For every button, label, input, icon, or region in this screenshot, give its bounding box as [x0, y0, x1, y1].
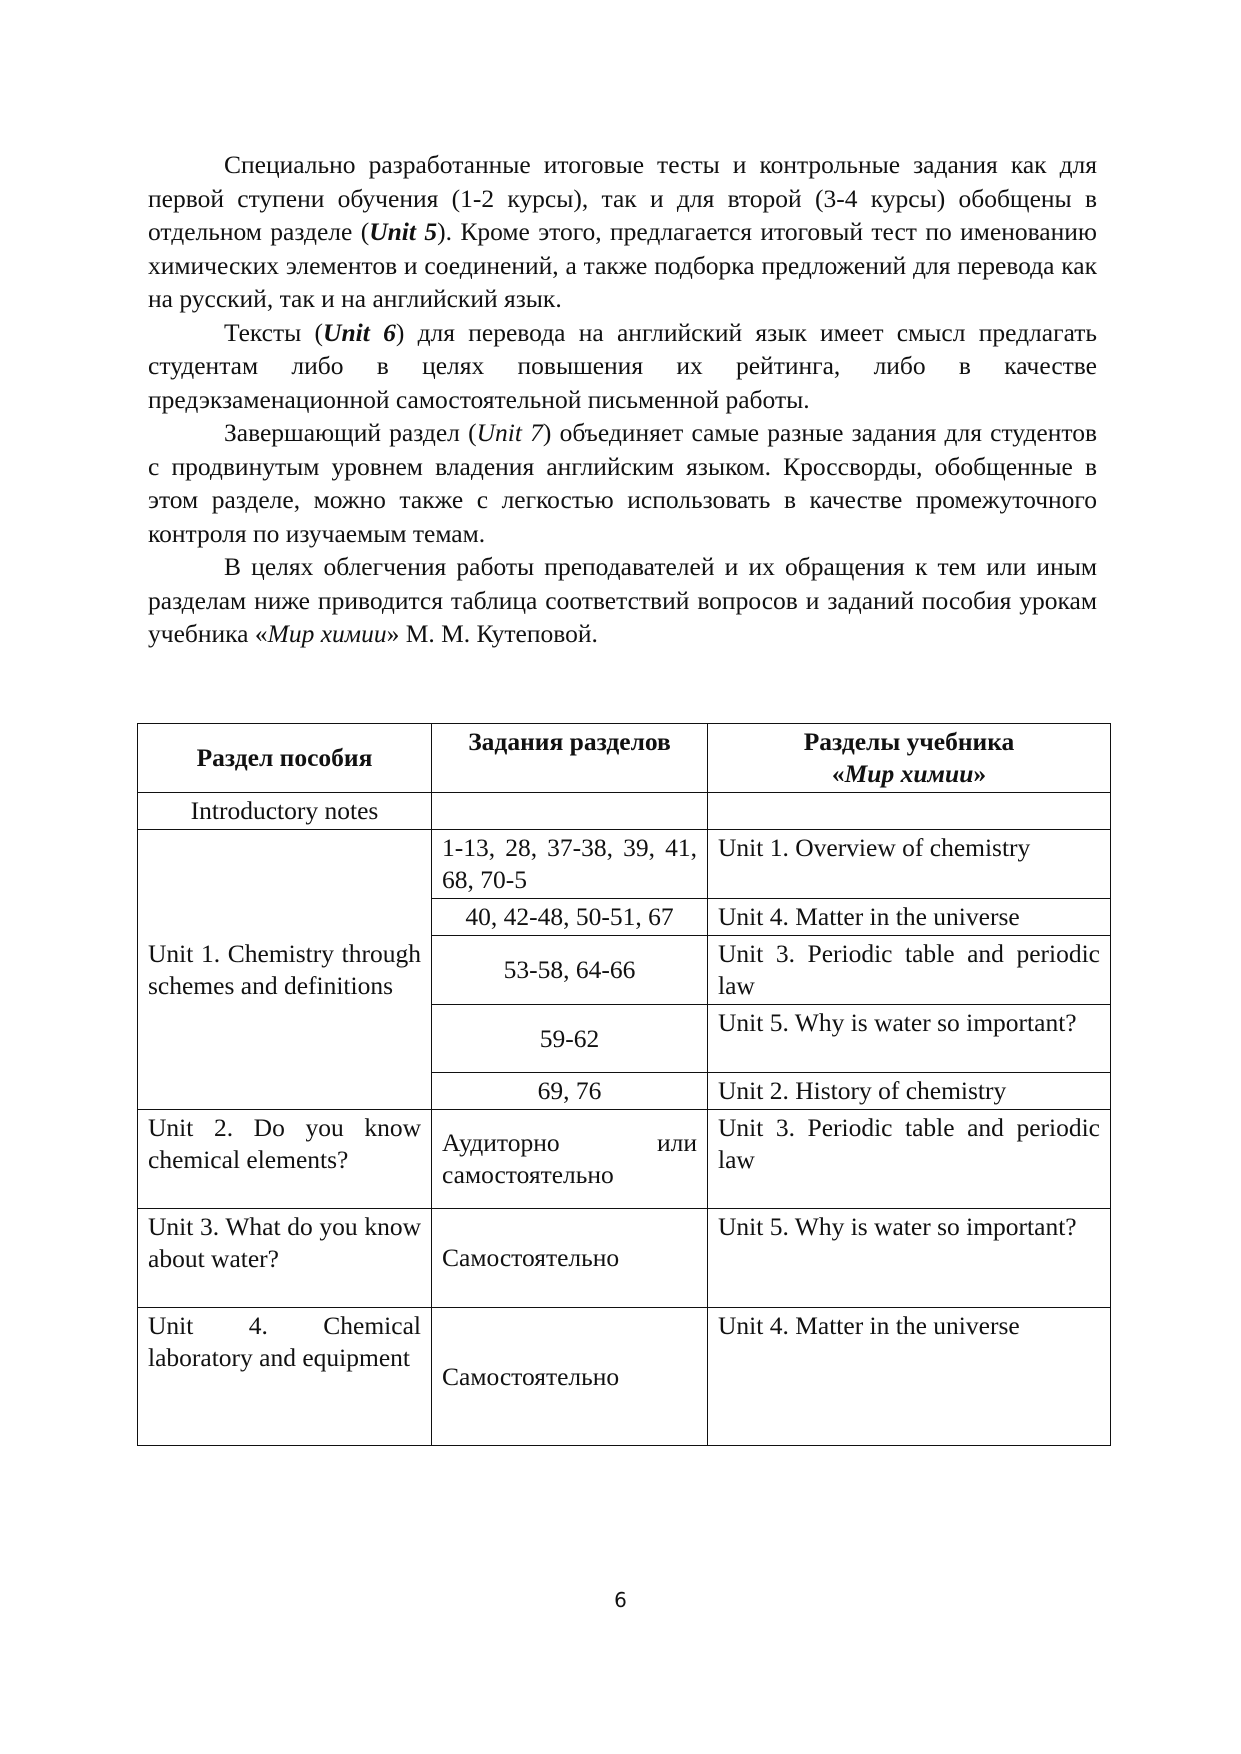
introduction-text	[148, 148, 1097, 651]
paragraph-table-intro: В целях облегчения работы преподавателей и их обращения к тем или иным разделам ниже приводится таблица соответствий вопросов и заданий пособия урокам учебника «Мир химии» М. М. Кутеповой.	[148, 552, 1097, 648]
header-textbook: Разделы учебника «Мир химии»	[708, 724, 1111, 793]
cell-tasks-unit1-d: 59-62	[432, 1005, 708, 1073]
table-row-unit1-a	[138, 830, 1111, 899]
unit6-reference: Unit 6	[323, 317, 396, 347]
table-row-unit4	[138, 1308, 1111, 1446]
correspondence-table	[137, 723, 1111, 1446]
cell-tasks-unit1-e: 69, 76	[432, 1073, 708, 1110]
table-header-row	[138, 724, 1111, 793]
cell-tasks-intro	[432, 793, 708, 830]
cell-section-intro: Introductory notes	[138, 793, 432, 830]
cell-textbook-unit1-d: Unit 5. Why is water so important?	[708, 1005, 1111, 1073]
cell-tasks-unit4: Самостоятельно	[432, 1308, 708, 1446]
table-row-unit3	[138, 1209, 1111, 1308]
cell-section-unit4: Unit 4. Chemical laboratory and equipment	[138, 1308, 432, 1446]
cell-tasks-unit1-c: 53-58, 64-66	[432, 936, 708, 1005]
cell-textbook-unit3: Unit 5. Why is water so important?	[708, 1209, 1111, 1308]
cell-textbook-unit1-b: Unit 4. Matter in the universe	[708, 899, 1111, 936]
cell-textbook-unit1-c: Unit 3. Periodic table and periodic law	[708, 936, 1111, 1005]
table-row-intro	[138, 793, 1111, 830]
cell-section-unit2: Unit 2. Do you know chemical elements?	[138, 1110, 432, 1209]
cell-section-unit1: Unit 1. Chemistry through schemes and definitions	[138, 830, 432, 1110]
textbook-title-reference: Мир химии	[267, 619, 387, 648]
table-row-unit2	[138, 1110, 1111, 1209]
unit5-reference: Unit 5	[369, 217, 438, 246]
unit7-reference: Unit 7	[476, 418, 543, 447]
cell-textbook-unit2: Unit 3. Periodic table and periodic law	[708, 1110, 1111, 1209]
cell-textbook-unit1-e: Unit 2. History of chemistry	[708, 1073, 1111, 1110]
cell-tasks-unit3: Самостоятельно	[432, 1209, 708, 1308]
cell-tasks-unit1-a: 1-13, 28, 37-38, 39, 41, 68, 70-5	[432, 830, 708, 899]
cell-tasks-unit2: Аудиторно или самостоятельно	[432, 1110, 708, 1209]
cell-section-unit3: Unit 3. What do you know about water?	[138, 1209, 432, 1308]
header-tasks: Задания разделов	[432, 724, 708, 793]
cell-textbook-intro	[708, 793, 1111, 830]
cell-textbook-unit4: Unit 4. Matter in the universe	[708, 1308, 1111, 1446]
header-section: Раздел пособия	[138, 724, 432, 793]
page-number: 6	[614, 1588, 627, 1612]
paragraph-final-tests: Специально разработанные итоговые тесты и контрольные задания как для первой ступени обучения (1-2 курсы), так и для второй (3-4 курсы) обобщены в отдельном разделе (Unit 5). Кроме этого, предлагается итоговый тест по именованию химических элементов и соединений, а также подборка предложений для перевода как на русский, так и на английский язык.	[148, 150, 1097, 313]
cell-textbook-unit1-a: Unit 1. Overview of chemistry	[708, 830, 1111, 899]
paragraph-final-section: Завершающий раздел (Unit 7) объединяет самые разные задания для студентов с продвинутым уровнем владения английским языком. Кроссворды, обобщенные в этом разделе, можно также с легкостью использовать в качестве промежуточного контроля по изучаемым темам.	[148, 418, 1097, 548]
paragraph-translation-texts: Тексты (Unit 6) для перевода на английский язык имеет смысл предлагать студентам либо в целях повышения их рейтинга, либо в качестве предэкзаменационной самостоятельной письменной работы.	[148, 317, 1097, 414]
cell-tasks-unit1-b: 40, 42-48, 50-51, 67	[432, 899, 708, 936]
